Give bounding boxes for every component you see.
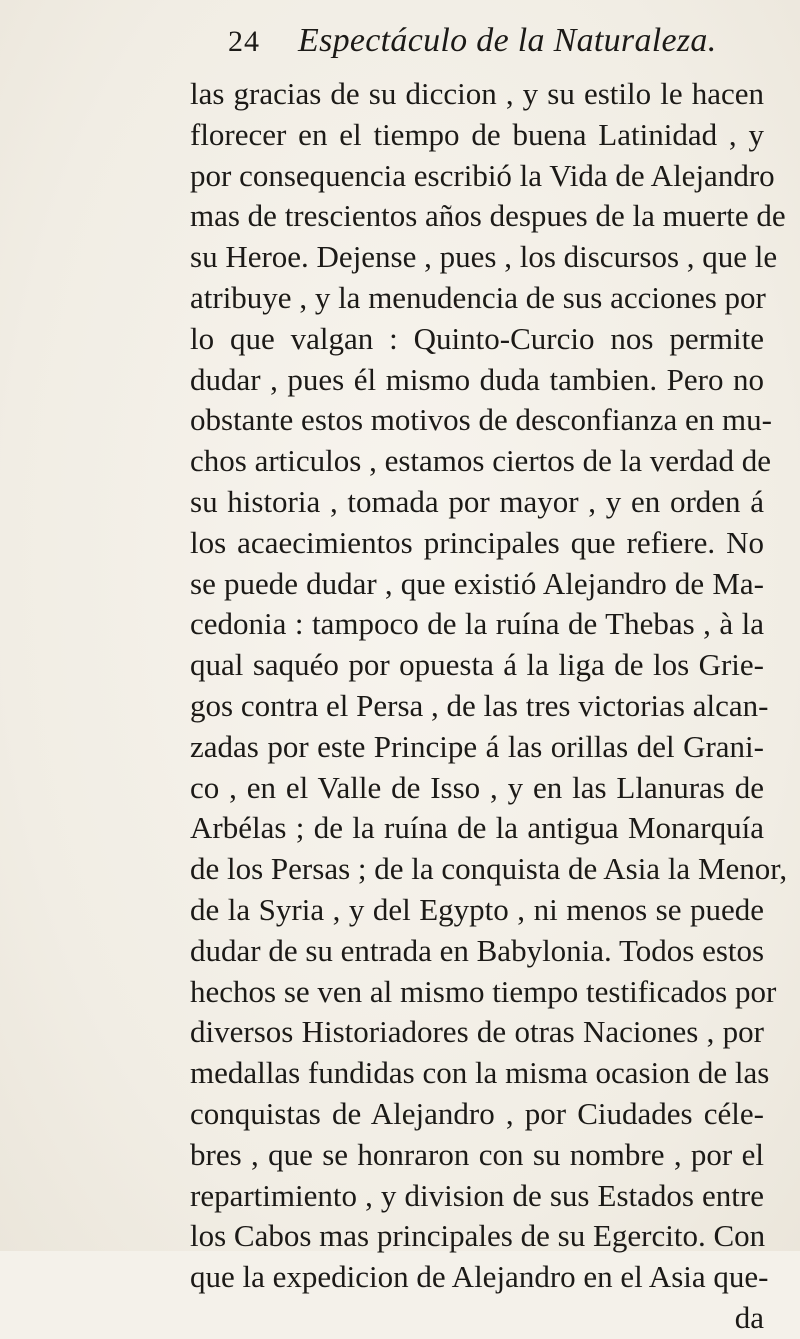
- text-line: mas de trescientos años despues de la muerte de: [190, 198, 786, 234]
- text-line: de la Syria , y del Egypto , ni menos se puede: [190, 891, 764, 927]
- text-line: obstante estos motivos de desconfianza en mu-: [190, 402, 772, 438]
- text-line: las gracias de su diccion , y su estilo le hacen: [190, 76, 764, 111]
- text-line: lo que valgan : Quinto-Curcio nos permite: [190, 320, 764, 356]
- page-header: [228, 22, 717, 66]
- text-line: dudar de su entrada en Babylonia. Todos estos: [190, 932, 765, 968]
- text-line: su historia , tomada por mayor , y en orden á: [190, 483, 764, 519]
- text-line: medallas fundidas con la misma ocasion de las: [190, 1055, 770, 1091]
- running-title: Espectáculo de la Naturaleza.: [298, 22, 717, 59]
- text-line: chos articulos , estamos ciertos de la verdad de: [190, 443, 772, 479]
- text-line: dudar , pues él mismo duda tambien. Pero no: [190, 361, 764, 397]
- body-text: [190, 74, 788, 1339]
- catchword: da: [734, 1299, 764, 1335]
- text-line: los acaecimientos principales que refiere. No: [190, 524, 764, 560]
- text-line: atribuye , y la menudencia de sus acciones por: [190, 279, 766, 315]
- text-line: diversos Historiadores de otras Naciones , por: [190, 1014, 764, 1050]
- text-line: repartimiento , y division de sus Estados entre: [190, 1177, 764, 1213]
- text-line: co , en el Valle de Isso , y en las Llanuras de: [190, 769, 764, 805]
- text-line: que la expedicion de Alejandro en el Asia que-: [190, 1259, 769, 1295]
- text-line: cedonia : tampoco de la ruína de Thebas , à la: [190, 606, 764, 642]
- text-line: se puede dudar , que existió Alejandro de Ma-: [190, 565, 764, 601]
- text-line: por consequencia escribió la Vida de Alejandro: [190, 157, 775, 193]
- text-line: de los Persas ; de la conquista de Asia la Menor,: [190, 851, 788, 887]
- text-line: bres , que se honraron con su nombre , por el: [190, 1136, 764, 1172]
- text-line: florecer en el tiempo de buena Latinidad , y: [190, 116, 764, 152]
- page-number: 24: [228, 25, 260, 58]
- text-line: su Heroe. Dejense , pues , los discursos , que le: [190, 239, 778, 275]
- text-line: conquistas de Alejandro , por Ciudades céle-: [190, 1095, 764, 1131]
- text-line: Arbélas ; de la ruína de la antigua Monarquía: [190, 810, 764, 846]
- text-line: los Cabos mas principales de su Egercito. Con: [190, 1218, 766, 1254]
- text-line: zadas por este Principe á las orillas del Grani-: [190, 728, 764, 764]
- text-line: hechos se ven al mismo tiempo testificados por: [190, 973, 777, 1009]
- text-line: gos contra el Persa , de las tres victorias alcan-: [190, 687, 769, 723]
- text-line: qual saquéo por opuesta á la liga de los Grie-: [190, 647, 764, 683]
